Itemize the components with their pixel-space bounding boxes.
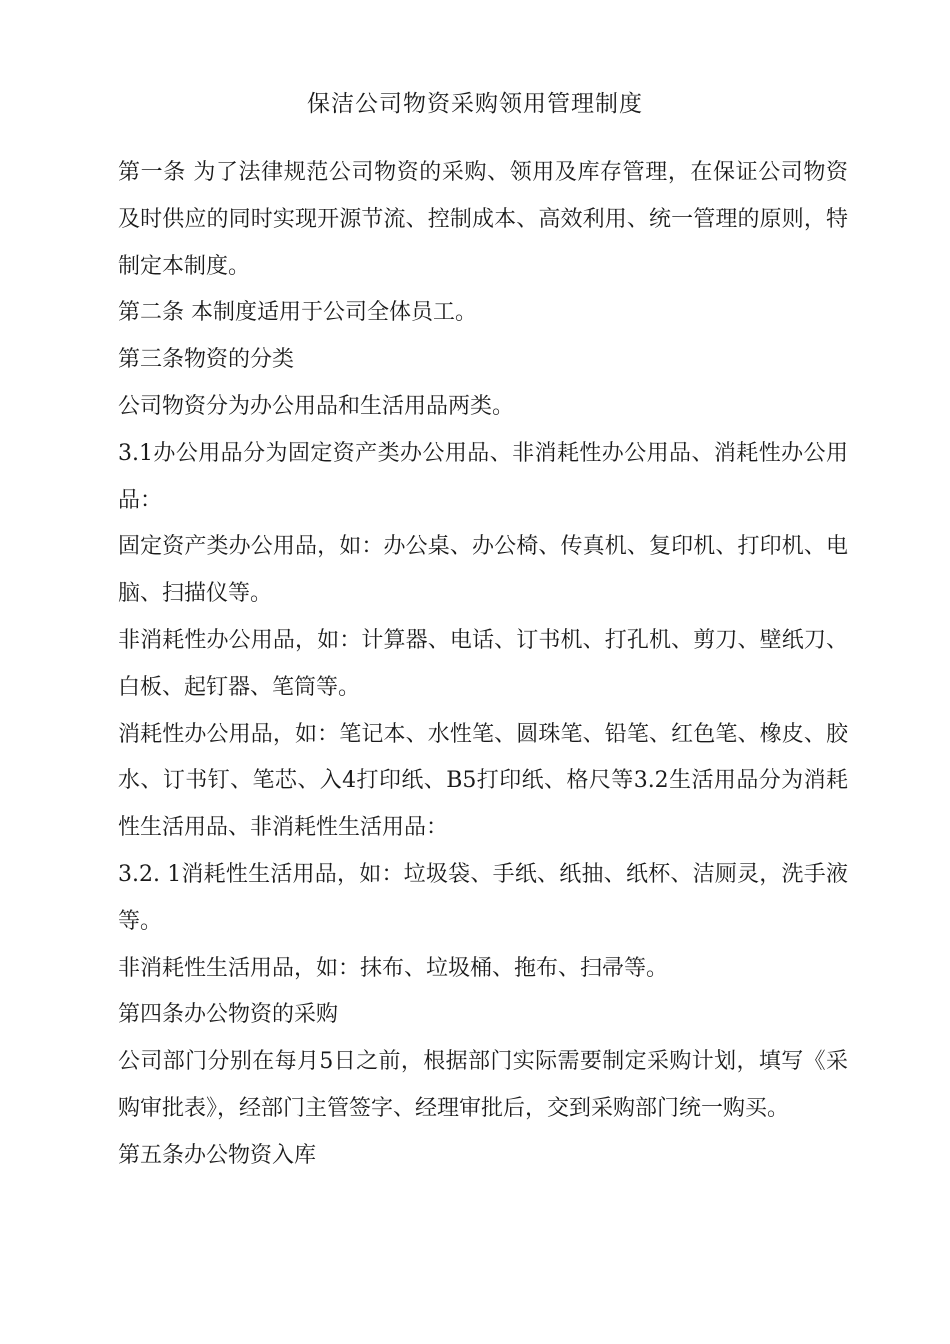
non-consumable-office-supplies-paragraph: 非消耗性办公用品，如：计算器、电话、订书机、打孔机、剪刀、壁纸刀、白板、起钉器、笔筒等。 <box>118 627 848 700</box>
document-body <box>118 150 848 1180</box>
document-title: 保洁公司物资采购领用管理制度 <box>307 91 643 117</box>
article-4-heading: 第四条办公物资的采购 <box>118 1002 339 1028</box>
article-1-paragraph: 第一条 为了法律规范公司物资的采购、领用及库存管理，在保证公司物资及时供应的同时实现开源节流、控制成本、高效利用、统一管理的原则，特制定本制度。 <box>118 160 848 279</box>
procurement-procedure-paragraph: 公司部门分别在每月5日之前，根据部门实际需要制定采购计划，填写《采购审批表》，经部门主管签字、经理审批后，交到采购部门统一购买。 <box>118 1049 848 1121</box>
consumable-daily-supplies-paragraph: 3.2. 1消耗性生活用品，如：垃圾袋、手纸、纸抽、纸杯、洁厕灵，洗手液等。 <box>118 861 848 934</box>
article-5-heading: 第五条办公物资入库 <box>118 1142 317 1168</box>
article-2-paragraph: 第二条 本制度适用于公司全体员工。 <box>118 300 477 326</box>
fixed-asset-supplies-paragraph: 固定资产类办公用品，如：办公桌、办公椅、传真机、复印机、打印机、电脑、扫描仪等。 <box>118 534 848 607</box>
office-supplies-types-paragraph: 3.1办公用品分为固定资产类办公用品、非消耗性办公用品、消耗性办公用品： <box>118 440 848 513</box>
consumable-office-supplies-paragraph: 消耗性办公用品，如：笔记本、水性笔、圆珠笔、铅笔、红色笔、橡皮、胶水、订书钉、笔芯、入4打印纸、B5打印纸、格尺等3.2生活用品分为消耗性生活用品、非消耗性生活用品： <box>118 721 848 841</box>
article-3-heading: 第三条物资的分类 <box>118 347 295 373</box>
non-consumable-daily-supplies-paragraph: 非消耗性生活用品，如：抹布、垃圾桶、拖布、扫帚等。 <box>118 955 669 981</box>
material-classes-paragraph: 公司物资分为办公用品和生活用品两类。 <box>118 393 515 419</box>
